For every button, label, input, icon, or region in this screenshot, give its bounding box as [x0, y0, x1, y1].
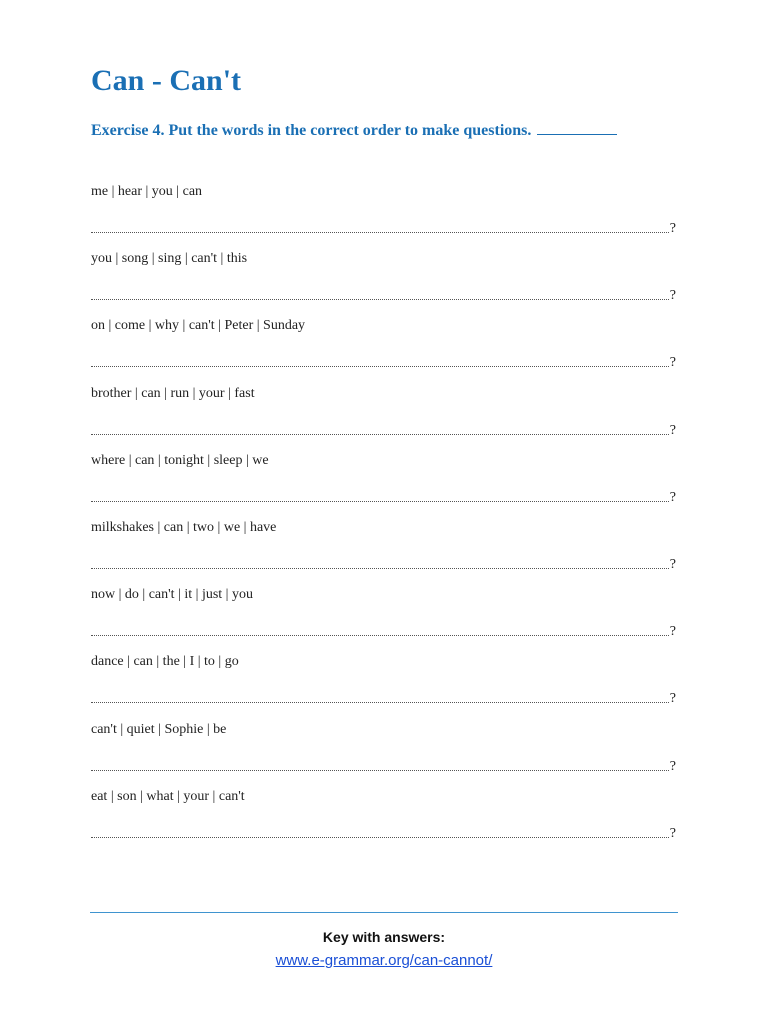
exercise-item — [91, 251, 681, 318]
word-prompt: dance | can | the | I | to | go — [91, 654, 239, 670]
exercise-item — [91, 386, 681, 453]
question-mark: ? — [669, 288, 676, 304]
dotted-blank[interactable] — [91, 489, 669, 502]
word-prompt: milkshakes | can | two | we | have — [91, 519, 277, 535]
dotted-blank[interactable] — [91, 220, 669, 233]
question-mark: ? — [669, 221, 676, 236]
answer-line[interactable] — [91, 688, 676, 706]
exercise-instruction — [91, 120, 617, 140]
dotted-blank[interactable] — [91, 556, 669, 569]
exercise-item — [91, 453, 681, 520]
dotted-blank[interactable] — [91, 354, 669, 367]
question-mark: ? — [669, 758, 676, 774]
answer-key-link[interactable]: www.e-grammar.org/can-cannot/ — [275, 952, 493, 969]
instruction-text: Exercise 4. Put the words in the correct order to make questions. — [91, 122, 532, 139]
answer-line[interactable] — [91, 554, 676, 572]
word-prompt: me | hear | you | can — [91, 184, 203, 199]
score-blank — [537, 120, 617, 135]
word-prompt: you | song | sing | can't | this — [91, 251, 248, 267]
dotted-blank[interactable] — [91, 422, 669, 435]
exercise-item — [91, 654, 681, 721]
answer-line[interactable] — [91, 756, 676, 774]
question-mark: ? — [669, 422, 676, 438]
word-prompt: on | come | why | can't | Peter | Sunday — [91, 318, 306, 334]
question-mark: ? — [669, 825, 676, 841]
answer-key-link-wrapper — [0, 952, 768, 969]
answer-line[interactable] — [91, 285, 676, 303]
word-prompt: where | can | tonight | sleep | we — [91, 452, 269, 468]
answer-line[interactable] — [91, 823, 676, 841]
word-prompt: brother | can | run | your | fast — [91, 385, 255, 401]
exercise-list — [91, 184, 681, 856]
word-prompt: eat | son | what | your | can't — [91, 788, 245, 804]
answer-line[interactable] — [91, 218, 676, 236]
footer-divider — [90, 912, 678, 913]
answer-line[interactable] — [91, 420, 676, 438]
dotted-blank[interactable] — [91, 690, 669, 703]
exercise-item — [91, 318, 681, 385]
word-prompt: now | do | can't | it | just | you — [91, 587, 253, 603]
exercise-item — [91, 587, 681, 654]
answer-line[interactable] — [91, 487, 676, 505]
dotted-blank[interactable] — [91, 825, 669, 838]
dotted-blank[interactable] — [91, 758, 669, 771]
question-mark: ? — [669, 556, 676, 572]
answer-key-label: Key with answers: — [322, 929, 446, 945]
exercise-item — [91, 520, 681, 587]
word-prompt: can't | quiet | Sophie | be — [91, 721, 227, 737]
question-mark: ? — [669, 624, 676, 640]
exercise-item — [91, 789, 681, 856]
question-mark: ? — [669, 355, 676, 371]
dotted-blank[interactable] — [91, 287, 669, 300]
answer-line[interactable] — [91, 352, 676, 370]
question-mark: ? — [669, 489, 676, 505]
dotted-blank[interactable] — [91, 623, 669, 636]
exercise-item — [91, 184, 681, 251]
exercise-item — [91, 722, 681, 789]
question-mark: ? — [669, 691, 676, 707]
answer-line[interactable] — [91, 621, 676, 639]
page-title: Can - Can't — [91, 64, 242, 97]
